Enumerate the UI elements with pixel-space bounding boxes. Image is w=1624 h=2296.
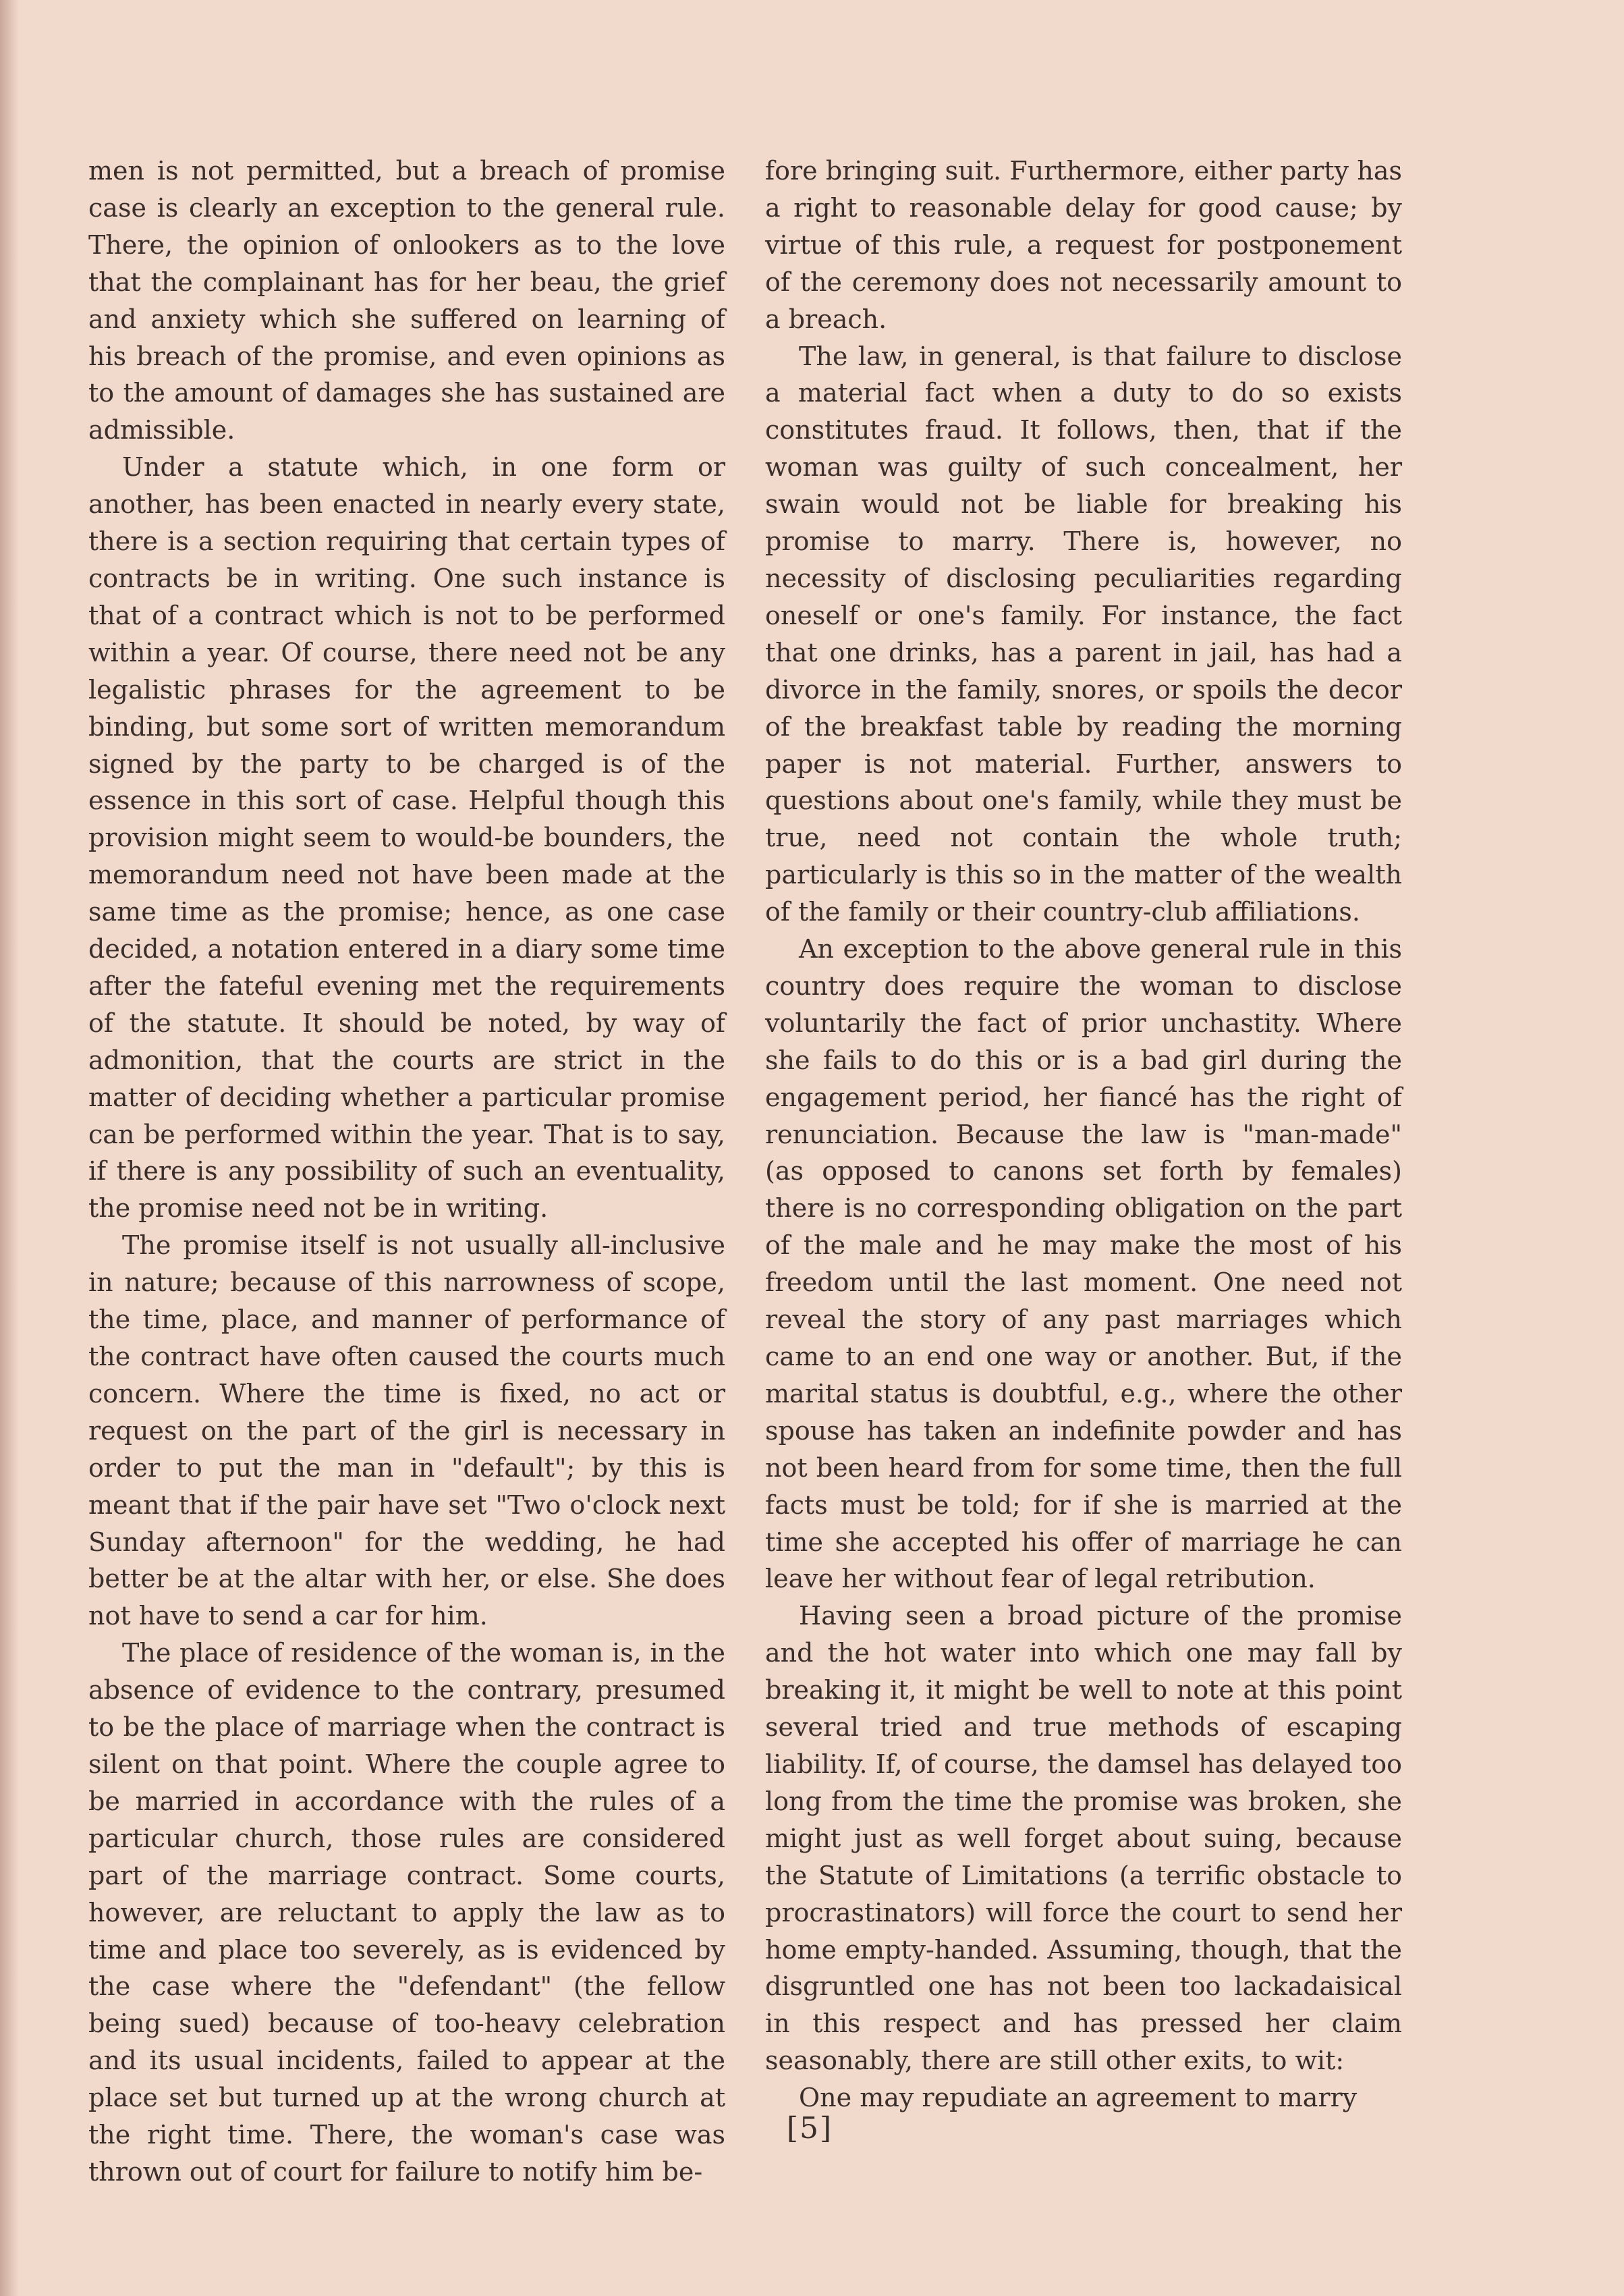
paragraph: An exception to the above general rule in this country does require the woman to disclose voluntarily the fact of prior unchastity. Where she fails to do this or is a bad girl during the engagement period, her fiancé has the right of renunciation. Because the law is "man-made" (as opposed to canons set forth by females) there is no corresponding obligation on the part of the male and he may make the most of his freedom until the last moment. One need not reveal the story of any past marriages which came to an end one way or another. But, if the marital status is doubtful, e.g., where the other spouse has taken an indefinite powder and has not been heard from for some time, then the full facts must be told; for if she is married at the time she accepted his offer of marriage he can leave her without fear of legal retribution. (765, 934, 1402, 1594)
left-column (88, 153, 725, 2191)
page-edge-shadow (0, 0, 19, 2296)
paragraph: Under a statute which, in one form or another, has been enacted in nearly every state, there is a section requiring that certain types of contracts be in writing. One such instance is that of a contract which is not to be performed within a year. Of course, there need not be any legalistic phrases for the agreement to be binding, but some sort of written memorandum signed by the party to be charged is of the essence in this sort of case. Helpful though this provision might seem to would-be bounders, the memorandum need not have been made at the same time as the promise; hence, as one case decided, a notation entered in a diary some time after the fateful evening met the requirements of the statute. It should be noted, by way of admonition, that the courts are strict in the matter of deciding whether a particular promise can be performed within the year. That is to say, if there is any possibility of such an eventuality, the promise need not be in writing. (88, 452, 725, 1224)
page-number: [5] (786, 2111, 833, 2145)
paragraph: One may repudiate an agreement to marry (799, 2083, 1357, 2113)
paragraph: The law, in general, is that failure to disclose a material fact when a duty to do so exists constitutes fraud. It follows, then, that if the woman was guilty of such concealment, her swain would not be liable for breaking his promise to marry. There is, however, no necessity of disclosing peculiarities regarding oneself or one's family. For instance, the fact that one drinks, has a parent in jail, has had a divorce in the family, snores, or spoils the decor of the breakfast table by reading the morning paper is not material. Further, answers to questions about one's family, while they must be true, need not contain the whole truth; particularly is this so in the matter of the wealth of the family or their country-club affiliations. (765, 341, 1402, 927)
right-column (765, 153, 1402, 2116)
paragraph: fore bringing suit. Furthermore, either party has a right to reasonable delay for good cause; by virtue of this rule, a request for postponement of the ceremony does not necessarily amount to a breach. (765, 156, 1402, 334)
paragraph: The place of residence of the woman is, in the absence of evidence to the contrary, presumed to be the place of marriage when the contract is silent on that point. Where the couple agree to be married in accordance with the rules of a particular church, those rules are considered part of the marriage contract. Some courts, however, are reluctant to apply the law as to time and place too severely, as is evidenced by the case where the "defendant" (the fellow being sued) because of too-heavy celebration and its usual incidents, failed to appear at the place set but turned up at the wrong church at the right time. There, the woman's case was thrown out of court for failure to notify him be- (88, 1638, 725, 2187)
paragraph: The promise itself is not usually all-inclusive in nature; because of this narrowness of scope, the time, place, and manner of performance of the contract have often caused the courts much concern. Where the time is fixed, no act or request on the part of the girl is necessary in order to put the man in "default"; by this is meant that if the pair have set "Two o'clock next Sunday afternoon" for the wedding, he had better be at the altar with her, or else. She does not have to send a car for him. (88, 1230, 725, 1631)
paragraph: men is not permitted, but a breach of promise case is clearly an exception to the general rule. There, the opinion of onlookers as to the love that the complainant has for her beau, the grief and anxiety which she suffered on learning of his breach of the promise, and even opinions as to the amount of damages she has sustained are admissible. (88, 156, 725, 445)
paragraph: Having seen a broad picture of the promise and the hot water into which one may fall by breaking it, it might be well to note at this point several tried and true methods of escaping liability. If, of course, the damsel has delayed too long from the time the promise was broken, she might just as well forget about suing, because the Statute of Limitations (a terrific obstacle to procrastinators) will force the court to send her home empty-handed. Assuming, though, that the disgruntled one has not been too lackadaisical in this respect and has pressed her claim seasonably, there are still other exits, to wit: (765, 1601, 1402, 2076)
